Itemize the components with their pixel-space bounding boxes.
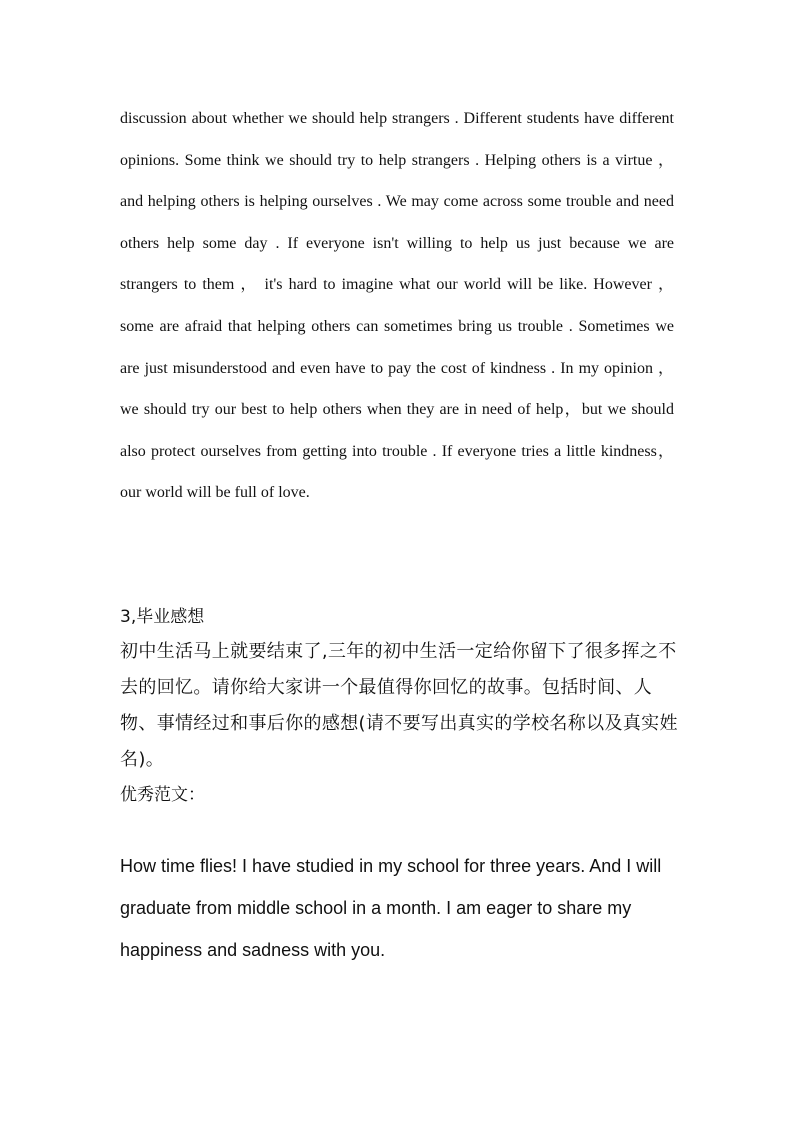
sample-essay-text: How time flies! I have studied in my school for three years. And I will graduate from middle school in a month. I am eager to share my happiness and sadness with you. [120,856,662,960]
section-heading: 3,毕业感想 [120,607,205,627]
graduation-section [120,600,680,812]
writing-prompt: 初中生活马上就要结束了,三年的初中生活一定给你留下了很多挥之不去的回忆。请你给大家讲一个最值得你回忆的故事。包括时间、人物、事情经过和事后你的感想(请不要写出真实的学校名称以及真实姓名)。 [120,641,678,770]
sample-essay-label: 优秀范文： [120,785,205,805]
english-sample-paragraph: discussion about whether we should help strangers . Different students have different opinions. Some think we should try to help strangers . Helping others is a virtue ， and helping others is helping ourselves . We may come across some trouble and need others help some day . If everyone isn't willing to help us just because we are strangers to them ， it's hard to imagine what our world will be like. However ， some are afraid that helping others can sometimes bring us trouble . Sometimes we are just misunderstood and even have to pay the cost of kindness . In my opinion ， we should try our best to help others when they are in need of help，but we should also protect ourselves from getting into trouble . If everyone tries a little kindness， our world will be full of love. [120,110,674,502]
